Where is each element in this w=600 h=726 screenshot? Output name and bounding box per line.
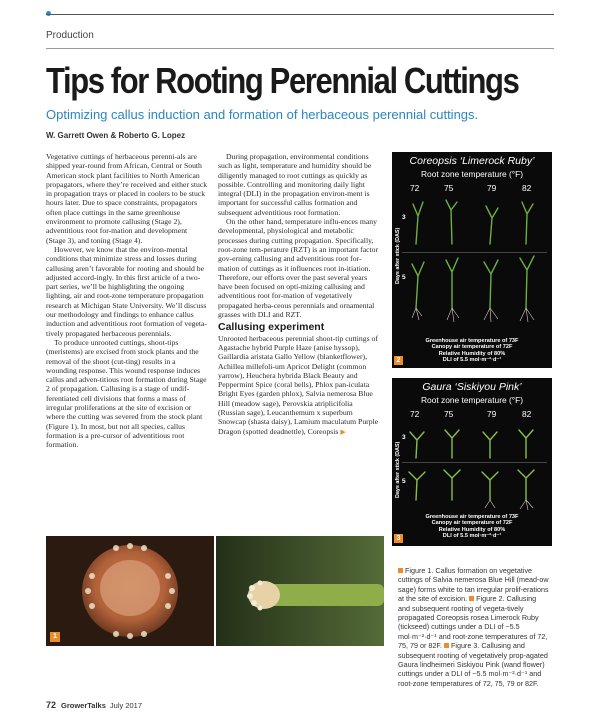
paragraph: Vegetative cuttings of herbaceous perenni-als are shipped year-round from African, Central or South American stock plant facilities to North American propagators, where they’re received and either stuck in propagation trays or placed in coolers to be stuck hours later. Due to space constraints, propagators often place cuttings in the same greenhouse environment to promote callusing (Stage 2), adventitious root for-mation and development (Stage 3), and toning (Stage 4).: [46, 152, 208, 245]
caption-marker-icon: [398, 568, 403, 573]
callus-photo: [46, 536, 384, 646]
top-rule: [46, 14, 554, 15]
page-number: 72: [46, 700, 57, 710]
caption-label: Figure 1.: [405, 566, 434, 575]
figure-conditions: [392, 514, 552, 540]
body-column-1: [46, 152, 208, 450]
condition-line: Canopy air temperature of 72F: [431, 520, 513, 527]
caption-marker-icon: [444, 643, 449, 648]
caption-text: Callusing and subsequent rooting of vegetatively prop-agated Gaura lindheimeri Siskiyou Pink (wand flower) cuttings under a DLI of ~5.5 mol·m⁻²·d⁻¹ and root-zone temperatures of 72, 75, 79 or 82F.: [398, 641, 548, 688]
temp-label: 72: [410, 409, 420, 419]
continue-arrow-icon: ▶: [340, 427, 346, 436]
condition-line: DLI of 5.5 mol·m⁻²·d⁻¹: [442, 357, 502, 364]
axis-label: Days after stick (DAS): [395, 227, 401, 284]
article-subtitle: Optimizing callus induction and formation of herbaceous perennial cuttings.: [46, 107, 479, 122]
row-label: 5: [402, 274, 406, 281]
condition-line: Greenhouse air temperature of 73F: [425, 338, 519, 344]
temp-label: 79: [487, 183, 497, 193]
figure-captions: [398, 566, 550, 688]
condition-line: Greenhouse air temperature of 73F: [425, 514, 519, 520]
temp-label: 75: [444, 183, 454, 193]
axis-label: Days after stick (DAS): [395, 441, 401, 498]
condition-line: Canopy air temperature of 72F: [431, 344, 513, 351]
paragraph: Unrooted herbaceous perennial shoot-tip cuttings of Agastache hybrid Purple Haze (anise hyssop), Gaillardia aristata Gallo Yellow (blanketflower), Achillea millefoli-um Apricot Delight (common yarrow), Heuchera hybrida Black Beauty and Peppermint Spice (coral bells), Phlox pan-iculata Bright Eyes (garden phlox), Salvia nemerosa Blue Hill (meadow sage), Perovskia atriplicifolia (Russian sage), Leucanthemum x superbum Snowcap (shasta daisy), Lamium maculatum Purple Dragon (spotted deadnettle), Coreopsis ▶: [218, 333, 379, 436]
temp-label: 72: [410, 183, 420, 193]
row-label: 3: [402, 214, 406, 221]
figure-number-badge: 1: [50, 632, 60, 642]
page-footer: [46, 700, 142, 710]
figure-number-badge: 3: [394, 534, 403, 543]
paragraph: On the other hand, temperature influ-ences many developmental, physiological and metabolic processes during cutting propagation. Specifically, root-zone tem-perature (RZT) is an important factor gov-erning callusing and adventitious root for-mation of cuttings as it influences root in-itiation. Therefore, our efforts over the past several years have been focused on opti-mizing callusing and adventitious root for-mation of vegetatively propagated herba-ceous perennials and ornamental grasses with DLI and RZT.: [218, 217, 379, 320]
issue-date: July 2017: [109, 701, 143, 710]
figure-subtitle: Root zone temperature (°F): [420, 395, 524, 405]
figure-subtitle: Root zone temperature (°F): [420, 169, 524, 179]
figure-1-photos: [46, 536, 384, 646]
temp-label: 82: [522, 183, 532, 193]
condition-line: Relative Humidity of 80%: [438, 526, 506, 533]
condition-line: DLI of 5.5 mol·m⁻²·d⁻¹: [442, 533, 502, 540]
paragraph: To produce unrooted cuttings, shoot-tips (meristems) are excised from stock plants and the removal of the shoot (cut-ting) results in a wounding response. This wound response induces callus and adven-titious root formation during Stage 2 of propagation. Callusing is a stage of undif-ferentiated cell divisions that forms a mass of irregular proliferations at the site of excision or where the cutting was severed from the stock plant (Figure 1). In most, but not all species, callus formation is a pre-cursor of adventitious root formation.: [46, 337, 207, 450]
figure-title: Coreopsis ‘Limerock Ruby’: [409, 155, 535, 167]
caption-text: Callusing and subsequent rooting of vegeta-tively propagated Coreopsis rosea Limerock Ruby (tickseed) cuttings under a DLI of ~5.5 mol·m⁻²·d⁻¹ and root-zone temperatures of 72, 75, 79 or 82F.: [398, 594, 548, 651]
temp-label: 75: [444, 409, 454, 419]
article-authors: W. Garrett Owen & Roberto G. Lopez: [46, 131, 186, 140]
figure-3-panel: [392, 378, 552, 546]
section-rule: [46, 48, 554, 49]
caption-marker-icon: [469, 596, 474, 601]
paragraph: During propagation, environmental conditions such as light, temperature and humidity should be diligently managed to root cuttings as quickly as possible. Controlling and monitoring daily light integral (DLI) in the propagation environ-ment is important for successful callus formation and subsequent adventitious root formation.: [218, 152, 372, 217]
figure-conditions: [392, 338, 552, 364]
temp-label: 82: [522, 409, 532, 419]
section-heading: Callusing experiment: [218, 321, 325, 334]
row-label: 5: [402, 478, 406, 485]
figure-title: Gaura ‘Siskiyou Pink’: [422, 381, 522, 393]
figure-2-panel: [392, 152, 552, 368]
caption-label: Figure 3.: [450, 641, 480, 651]
section-label: Production: [46, 30, 94, 41]
cuttings-photo: [406, 422, 548, 512]
row-label: 3: [402, 434, 406, 441]
cuttings-photo: [406, 196, 548, 326]
caption-text: Callus formation on vegetative cuttings of Salvia nemerosa Blue Hill (mead-ow sage) forms white to tan irregular prolif-erations at the site of excision.: [398, 566, 549, 604]
caption-label: Figure 2.: [476, 594, 505, 604]
publication-name: GrowerTalks: [61, 701, 106, 710]
article-title: Tips for Rooting Perennial Cuttings: [46, 60, 519, 101]
figure-number-badge: 2: [394, 356, 403, 365]
body-column-2: [218, 152, 380, 437]
paragraph: However, we know that the environ-mental conditions that minimize stress and losses during callusing aren’t favorable for rooting and should be adjusted accord-ingly. In this first article of a two-part series, we’ll be highlighting the ongoing lighting, air and root-zone temperature propagation research at Michigan State University. We’ll discuss our methodology and findings to enhance callus induction and adventitious root formation of vegeta-tively propagated herbaceous perennials.: [46, 244, 207, 338]
temp-label: 79: [487, 409, 497, 419]
condition-line: Relative Humidity of 80%: [438, 350, 506, 357]
